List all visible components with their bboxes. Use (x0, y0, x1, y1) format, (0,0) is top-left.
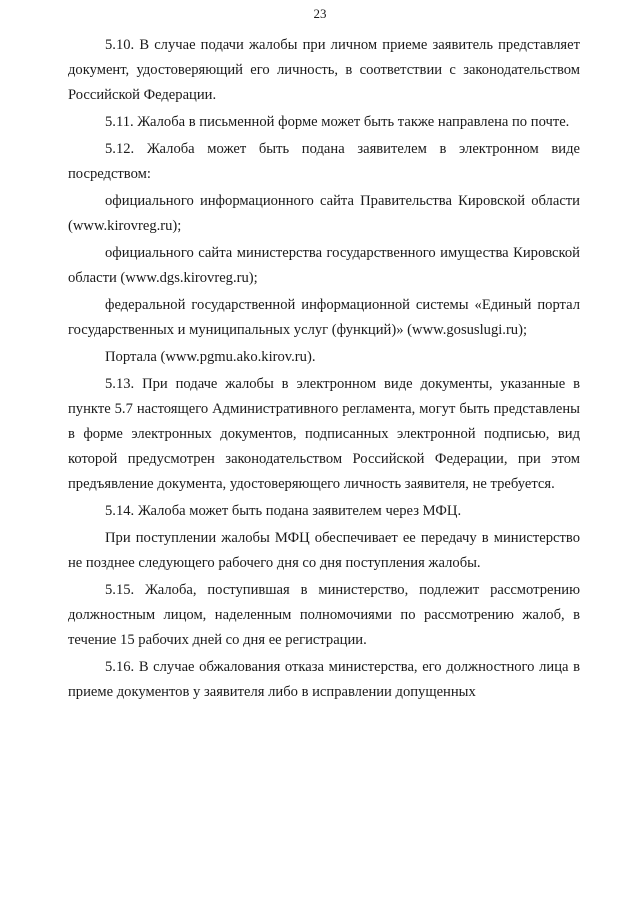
paragraph-mfc-transfer: При поступлении жалобы МФЦ обеспечивает ее передачу в министерство не позднее следующего рабочего дня со дня поступления жалобы. (68, 530, 580, 571)
paragraph-5-16: 5.16. В случае обжалования отказа министерства, его должностного лица в приеме документов у заявителя либо в исправлении допущенных (68, 659, 580, 700)
page-number: 23 (313, 6, 327, 21)
paragraph-5-14: 5.14. Жалоба может быть подана заявителем через МФЦ. (105, 503, 462, 519)
list-item-dgs: официального сайта министерства государственного имущества Кировской области (www.dgs.kirovreg.ru); (68, 245, 580, 286)
document-body (68, 33, 580, 707)
list-item-kirovreg: официального информационного сайта Правительства Кировской области (www.kirovreg.ru); (68, 193, 580, 234)
list-item-gosuslugi: федеральной государственной информационной системы «Единый портал государственных и муниципальных услуг (функций)» (www.gosuslugi.ru); (68, 297, 580, 338)
paragraph-5-15: 5.15. Жалоба, поступившая в министерство, подлежит рассмотрению должностным лицом, наделенным полномочиями по рассмотрению жалоб, в течение 15 рабочих дней со дня ее регистрации. (68, 582, 580, 648)
list-item-pgmu: Портала (www.pgmu.ako.kirov.ru). (105, 349, 316, 365)
paragraph-5-12: 5.12. Жалоба может быть подана заявителем в электронном виде посредством: (68, 141, 580, 182)
paragraph-5-11: 5.11. Жалоба в письменной форме может быть также направлена по почте. (105, 114, 570, 130)
paragraph-5-13: 5.13. При подаче жалобы в электронном виде документы, указанные в пункте 5.7 настоящего Административного регламента, могут быть представлены в форме электронных документов, подписанных электронной подписью, вид которой предусмотрен законодательством Российской Федерации, при этом предъявление документа, удостоверяющего личность заявителя, не требуется. (68, 376, 580, 492)
paragraph-5-10: 5.10. В случае подачи жалобы при личном приеме заявитель представляет документ, удостоверяющий его личность, в соответствии с законодательством Российской Федерации. (68, 37, 580, 103)
